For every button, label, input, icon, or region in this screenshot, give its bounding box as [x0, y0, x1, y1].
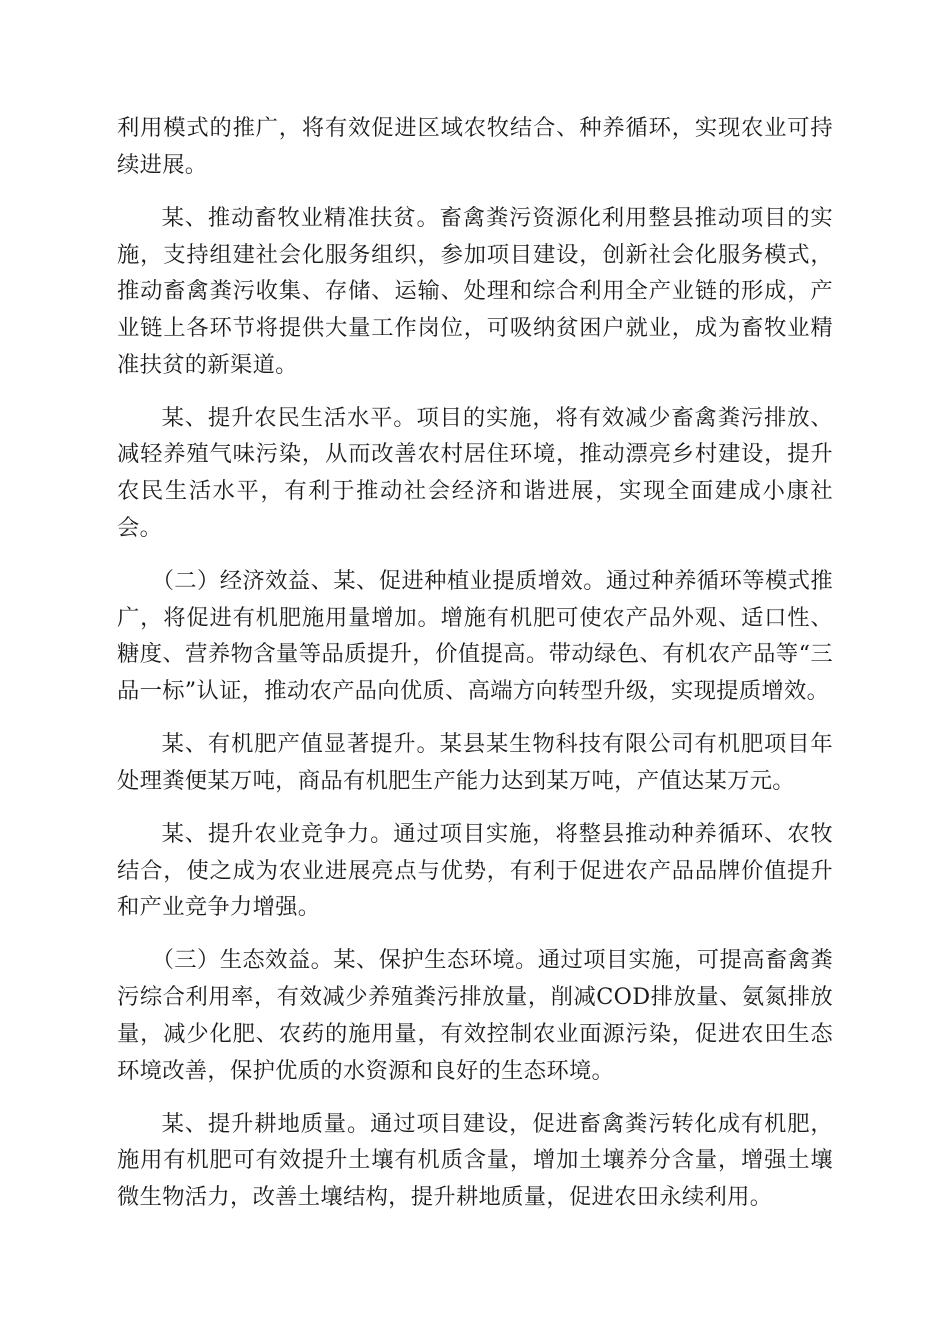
- paragraph-economic-benefit: （二）经济效益、某、促进种植业提质增效。通过种养循环等模式推广，将促进有机肥施用量增加。增施有机肥可使农产品外观、适口性、糖度、营养物含量等品质提升，价值提高。带动绿色、有机农产品等“三品一标”认证，推动农产品向优质、高端方向转型升级，实现提质增效。: [117, 567, 833, 705]
- paragraph-continuation: 利用模式的推广，将有效促进区域农牧结合、种养循环，实现农业可持续进展。: [117, 115, 833, 178]
- paragraph-living-standard: 某、提升农民生活水平。项目的实施，将有效减少畜禽粪污排放、减轻养殖气味污染，从而改善农村居住环境，推动漂亮乡村建设，提升农民生活水平，有利于推动社会经济和谐进展，实现全面建成小康社会。: [117, 404, 833, 541]
- paragraph-competitiveness: 某、提升农业竞争力。通过项目实施，将整县推动种养循环、农牧结合，使之成为农业进展亮点与优势，有利于促进农产品品牌价值提升和产业竞争力增强。: [117, 820, 833, 921]
- paragraph-soil-quality: 某、提升耕地质量。通过项目建设，促进畜禽粪污转化成有机肥，施用有机肥可有效提升土壤有机质含量，增加土壤养分含量，增强土壤微生物活力，改善土壤结构，提升耕地质量，促进农田永续利用。: [117, 1110, 833, 1211]
- document-body: [117, 110, 833, 1232]
- paragraph-poverty-alleviation: 某、推动畜牧业精准扶贫。畜禽粪污资源化利用整县推动项目的实施，支持组建社会化服务组织，参加项目建设，创新社会化服务模式，推动畜禽粪污收集、存储、运输、处理和综合利用全产业链的形成，产业链上各环节将提供大量工作岗位，可吸纳贫困户就业，成为畜牧业精准扶贫的新渠道。: [117, 204, 833, 378]
- paragraph-ecological-benefit: （三）生态效益。某、保护生态环境。通过项目实施，可提高畜禽粪污综合利用率，有效减少养殖粪污排放量，削减COD排放量、氨氮排放量，减少化肥、农药的施用量，有效控制农业面源污染，促进农田生态环境改善，保护优质的水资源和良好的生态环境。: [117, 947, 833, 1084]
- paragraph-fertilizer-output: 某、有机肥产值显著提升。某县某生物科技有限公司有机肥项目年处理粪便某万吨，商品有机肥生产能力达到某万吨，产值达某万元。: [117, 731, 833, 794]
